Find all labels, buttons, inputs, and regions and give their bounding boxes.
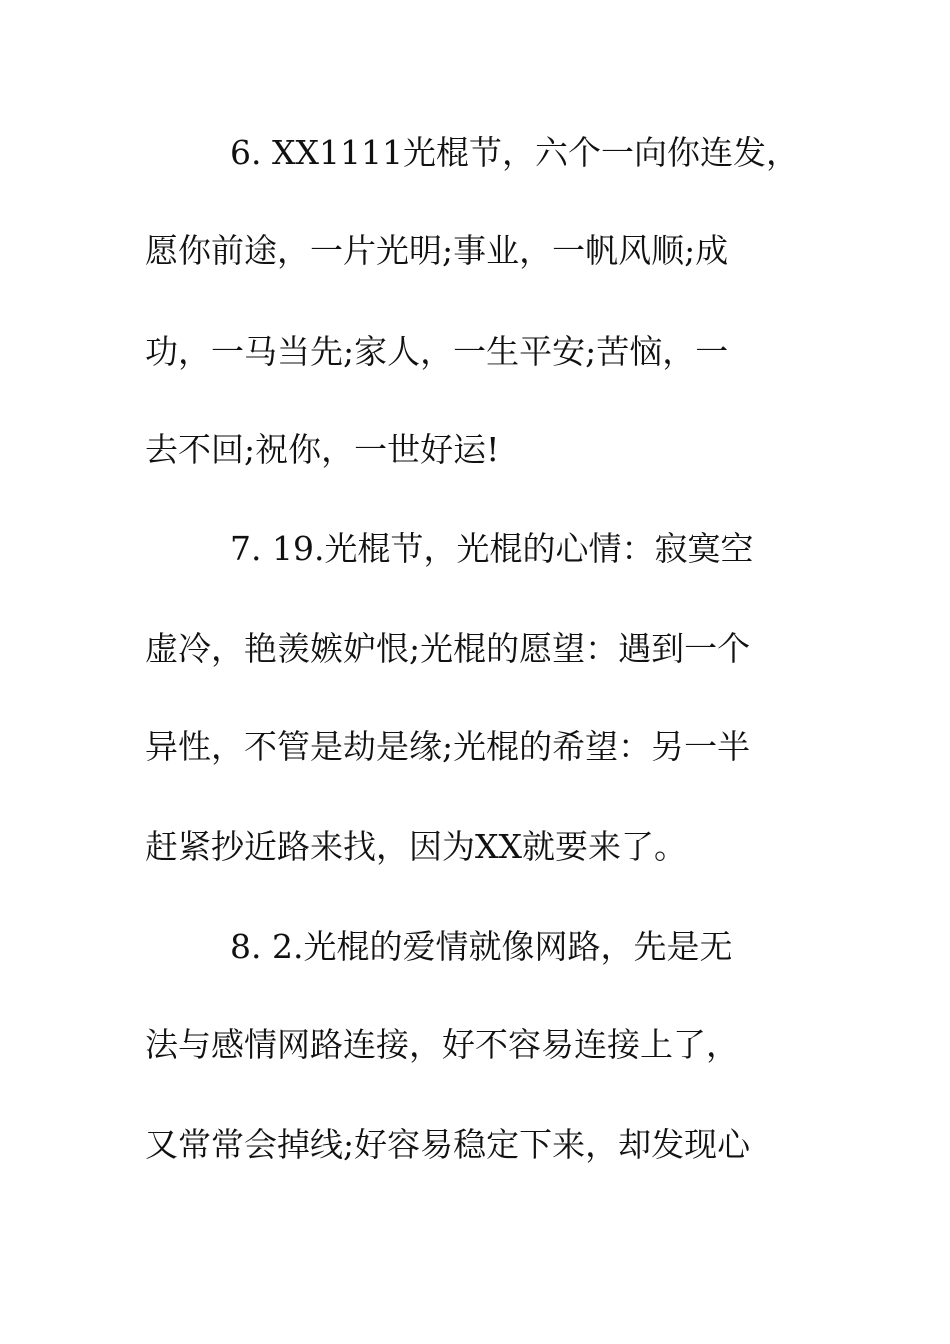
paragraph-7-line-2: 虚冷，艳羡嫉妒恨;光棍的愿望：遇到一个 — [145, 629, 751, 668]
paragraph-8-line-3: 又常常会掉线;好容易稳定下来，却发现心 — [145, 1125, 751, 1164]
paragraph-6-line-1: 6. XX1111光棍节，六个一向你连发， — [230, 133, 799, 172]
paragraph-7-line-3: 异性，不管是劫是缘;光棍的希望：另一半 — [145, 727, 751, 766]
paragraph-7-line-1: 7. 19.光棍节，光棍的心情：寂寞空 — [230, 529, 754, 568]
paragraph-6-line-4: 去不回;祝你，一世好运! — [145, 430, 500, 469]
paragraph-8-line-1: 8. 2.光棍的爱情就像网路，先是无 — [230, 927, 733, 966]
paragraph-6-line-2: 愿你前途，一片光明;事业，一帆风顺;成 — [145, 231, 729, 270]
paragraph-7-line-4: 赶紧抄近路来找，因为XX就要来了。 — [145, 827, 687, 866]
paragraph-8-line-2: 法与感情网路连接，好不容易连接上了， — [145, 1025, 739, 1064]
paragraph-6-line-3: 功，一马当先;家人，一生平安;苦恼，一 — [145, 332, 729, 371]
